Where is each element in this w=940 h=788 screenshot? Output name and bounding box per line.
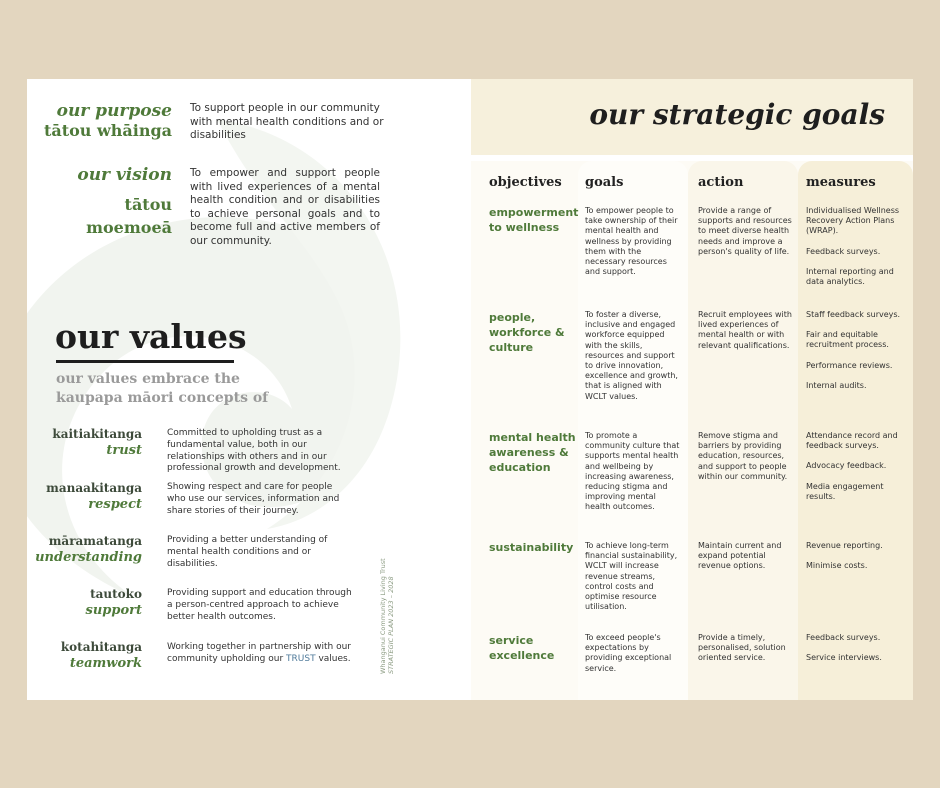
- vision-label-mi-2: moemoeā: [86, 218, 172, 237]
- value-maori: manaakitanga: [46, 481, 142, 495]
- value-name-teamwork: [27, 640, 142, 672]
- value-name-trust: [27, 427, 142, 459]
- action-mental-health: Remove stigma and barriers by providing education, resources, and support to people within our community.: [698, 431, 788, 481]
- objective-mental-health: mental health awareness & education: [489, 431, 576, 474]
- action-service: Provide a timely, personalised, solution oriented service.: [698, 633, 786, 663]
- value-name-understanding: [27, 534, 142, 566]
- value-text-support: Providing support and education through a person-centred approach to achieve better health outcomes.: [167, 588, 352, 622]
- measure-item: Staff feedback surveys.: [806, 310, 901, 319]
- values-subheading-line-2: kaupapa māori concepts of: [56, 390, 269, 406]
- vertical-footer: [379, 558, 395, 674]
- objective-empowerment: empowerment to wellness: [489, 206, 579, 234]
- measure-item: Feedback surveys.: [806, 246, 881, 256]
- measure-item: Revenue reporting.: [806, 541, 883, 550]
- header-objectives: objectives: [489, 175, 562, 190]
- value-english: teamwork: [69, 656, 142, 671]
- measures-sustainability: [806, 541, 902, 581]
- measure-item: Minimise costs.: [806, 561, 868, 571]
- purpose-text: To support people in our community with mental health conditions and or disabilities: [190, 102, 384, 141]
- action-sustainability: Maintain current and expand potential revenue options.: [698, 541, 782, 571]
- value-english: respect: [88, 497, 142, 512]
- objective-people: people, workforce & culture: [489, 311, 565, 354]
- header-action: action: [698, 175, 744, 190]
- action-empowerment: Provide a range of supports and resources to meet diverse health needs and improve a person's quality of life.: [698, 206, 792, 256]
- value-maori: māramatanga: [48, 534, 142, 548]
- value-maori: tautoko: [90, 587, 142, 601]
- value-text-respect: Showing respect and care for people who use our services, information and share stories of their journey.: [167, 482, 340, 516]
- value-english: understanding: [35, 550, 142, 565]
- measure-item: Feedback surveys.: [806, 633, 881, 642]
- measure-item: Internal audits.: [806, 380, 867, 390]
- measures-mental-health: [806, 431, 902, 512]
- vertical-footer-line-1: Whanganui Community Living Trust: [379, 558, 387, 674]
- value-text-teamwork: [167, 642, 353, 666]
- measure-item: Service interviews.: [806, 653, 882, 663]
- value-text-trust: Committed to upholding trust as a fundamental value, both in our relationships with others and in our professional growth and development.: [167, 428, 341, 474]
- measure-item: Individualised Wellness Recovery Action Plans (WRAP).: [806, 206, 900, 236]
- measure-item: Performance reviews.: [806, 360, 893, 370]
- goal-empowerment: To empower people to take ownership of their mental health and wellness by providing them with the necessary resources and support.: [585, 206, 678, 277]
- value-english: support: [85, 603, 142, 618]
- goal-people: To foster a diverse, inclusive and engaged workforce equipped with the skills, resources and support to drive innovation, excellence and growth, that is aligned with WCLT values.: [585, 310, 678, 401]
- strategic-title: our strategic goals: [589, 98, 885, 131]
- measure-item: Fair and equitable recruitment process.: [806, 330, 889, 350]
- value-name-support: [27, 587, 142, 619]
- values-subheading-line-1: our values embrace the: [56, 371, 240, 387]
- measure-item: Attendance record and feedback surveys.: [806, 431, 898, 451]
- measures-empowerment: [806, 206, 902, 297]
- goal-sustainability: To achieve long-term financial sustainability, WCLT will increase revenue streams, control costs and optimise resource utilisation.: [585, 541, 678, 612]
- values-subheading: [56, 370, 268, 408]
- goal-mental-health: To promote a community culture that supports mental health and wellbeing by increasing awareness, reducing stigma and improving mental health outcomes.: [585, 431, 680, 512]
- value-name-respect: [27, 481, 142, 513]
- measure-item: Advocacy feedback.: [806, 461, 887, 471]
- value-text-teamwork-after: values.: [315, 653, 351, 664]
- strategic-plan-spread: [27, 79, 913, 700]
- right-page: [471, 79, 913, 700]
- vision-text: To empower and support people with lived experiences of a mental health condition and or disabilities to achieve personal goals and to become full and active members of our community.: [190, 167, 380, 247]
- value-text-teamwork-before: Working together in partnership with our community upholding our: [167, 642, 351, 664]
- purpose-label: [37, 101, 172, 141]
- values-underline: [56, 360, 234, 363]
- purpose-label-en: our purpose: [56, 101, 172, 121]
- measure-item: Internal reporting and data analytics.: [806, 266, 894, 287]
- objective-service: service excellence: [489, 634, 555, 662]
- measures-service: [806, 633, 902, 673]
- value-maori: kaitiakitanga: [52, 427, 142, 441]
- value-text-understanding: Providing a better understanding of mental health conditions and or disabilities.: [167, 535, 328, 569]
- measures-people: [806, 310, 902, 401]
- trust-highlight: TRUST: [286, 653, 316, 664]
- values-heading: our values: [55, 317, 247, 356]
- vision-label-en: our vision: [77, 165, 172, 185]
- value-maori: kotahitanga: [60, 640, 142, 654]
- value-english: trust: [106, 443, 142, 458]
- header-goals: goals: [585, 175, 624, 190]
- measure-item: Media engagement results.: [806, 481, 884, 501]
- vision-label-mi-1: tātou: [124, 195, 172, 214]
- vertical-footer-line-2: STRATEGIC PLAN 2023 – 2028: [387, 576, 395, 674]
- purpose-label-mi: tātou whāinga: [43, 121, 172, 140]
- goal-service: To exceed people's expectations by providing exceptional service.: [585, 633, 672, 673]
- header-measures: measures: [806, 175, 876, 190]
- action-people: Recruit employees with lived experiences of mental health or with relevant qualifications.: [698, 310, 792, 350]
- vision-label: [37, 165, 172, 238]
- left-page: [27, 79, 471, 700]
- objective-sustainability: sustainability: [489, 541, 574, 554]
